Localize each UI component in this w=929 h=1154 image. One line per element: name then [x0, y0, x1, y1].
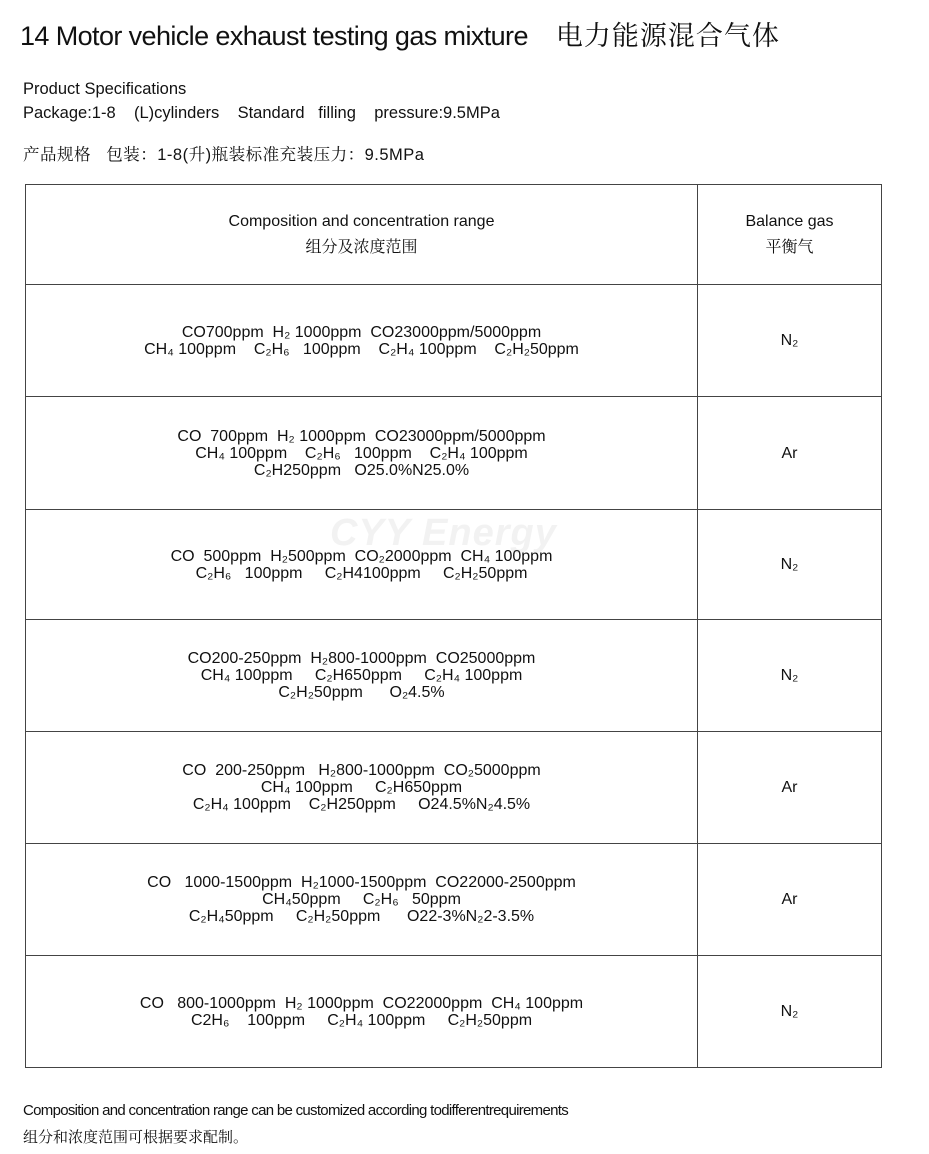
composition-header-cn: 组分及浓度范围 [305, 238, 418, 256]
composition-line: CH₄ 100ppm C₂H650ppm [260, 779, 463, 796]
balance-gas-cell: N₂ [698, 510, 882, 620]
composition-line: CO 200-250ppm H₂800-1000ppm CO₂5000ppm [182, 762, 541, 779]
balance-gas-cell: Ar [698, 397, 882, 510]
balance-header-cn: 平衡气 [765, 238, 814, 256]
watermark-logo: CYY Energy [330, 512, 557, 554]
composition-line: CO 1000-1500ppm H₂1000-1500ppm CO22000-2500ppm [147, 874, 576, 891]
note-en: Composition and concentration range can be customized according todifferentrequirements [23, 1102, 569, 1119]
balance-gas-cell: N₂ [698, 956, 882, 1068]
composition-line: C₂H₂50ppm O₂4.5% [278, 684, 445, 701]
balance-header [698, 185, 882, 285]
composition-cell [26, 844, 698, 956]
composition-cell [26, 956, 698, 1068]
composition-cell [26, 620, 698, 732]
composition-header-en: Composition and concentration range [228, 212, 495, 230]
composition-line: C₂H₄ 100ppm C₂H250ppm O24.5%N₂4.5% [192, 796, 531, 813]
table-row [26, 956, 882, 1068]
table-header-row [26, 185, 882, 285]
composition-line: CO200-250ppm H₂800-1000ppm CO25000ppm [187, 650, 536, 667]
page-title [20, 14, 780, 53]
balance-header-en: Balance gas [745, 212, 834, 230]
table-row [26, 844, 882, 956]
composition-table [25, 184, 882, 1068]
composition-line: CH₄ 100ppm C₂H₆ 100ppm C₂H₄ 100ppm [195, 444, 528, 462]
title-en: 14 Motor vehicle exhaust testing gas mixture [20, 21, 528, 51]
table-row [26, 397, 882, 510]
table-row [26, 732, 882, 844]
composition-cell [26, 285, 698, 397]
composition-line: CH₄ 100ppm C₂H650ppm C₂H₄ 100ppm [200, 667, 523, 684]
composition-cell [26, 397, 698, 510]
composition-line: CO700ppm H₂ 1000ppm CO23000ppm/5000ppm [181, 323, 542, 341]
spec-cn: 产品规格 包装：1-8(升)瓶装标准充装压力：9.5MPa [23, 146, 425, 164]
note-cn: 组分和浓度范围可根据要求配制。 [23, 1129, 249, 1146]
balance-gas-cell: N₂ [698, 620, 882, 732]
composition-line: C₂H250ppm O25.0%N25.0% [253, 461, 470, 479]
balance-gas-cell: Ar [698, 844, 882, 956]
spec-package: Package:1-8 (L)cylinders Standard filling pressure:9.5MPa [23, 104, 500, 122]
composition-line: CH₄ 100ppm C₂H₆ 100ppm C₂H₄ 100ppm C₂H₂50ppm [144, 340, 579, 358]
composition-cell [26, 732, 698, 844]
table-row [26, 510, 882, 620]
spec-heading: Product Specifications [23, 80, 187, 98]
composition-line: CO 700ppm H₂ 1000ppm CO23000ppm/5000ppm [177, 427, 546, 445]
composition-line: CO 800-1000ppm H₂ 1000ppm CO22000ppm CH₄ 100ppm [139, 994, 584, 1012]
composition-cell [26, 510, 698, 620]
balance-gas-cell: Ar [698, 732, 882, 844]
composition-line: C2H₆ 100ppm C₂H₄ 100ppm C₂H₂50ppm [190, 1011, 533, 1029]
title-cn: 电力能源混合气体 [555, 21, 780, 51]
composition-line: C₂H₄50ppm C₂H₂50ppm O22-3%N₂2-3.5% [188, 908, 535, 925]
table-row [26, 285, 882, 397]
composition-header [26, 185, 698, 285]
table-row [26, 620, 882, 732]
balance-gas-cell: N₂ [698, 285, 882, 397]
composition-line: CH₄50ppm C₂H₆ 50ppm [262, 891, 461, 908]
composition-line: CO 500ppm H₂500ppm CO₂2000ppm CH₄ 100ppm [170, 547, 553, 565]
composition-line: C₂H₆ 100ppm C₂H4100ppm C₂H₂50ppm [195, 564, 528, 582]
